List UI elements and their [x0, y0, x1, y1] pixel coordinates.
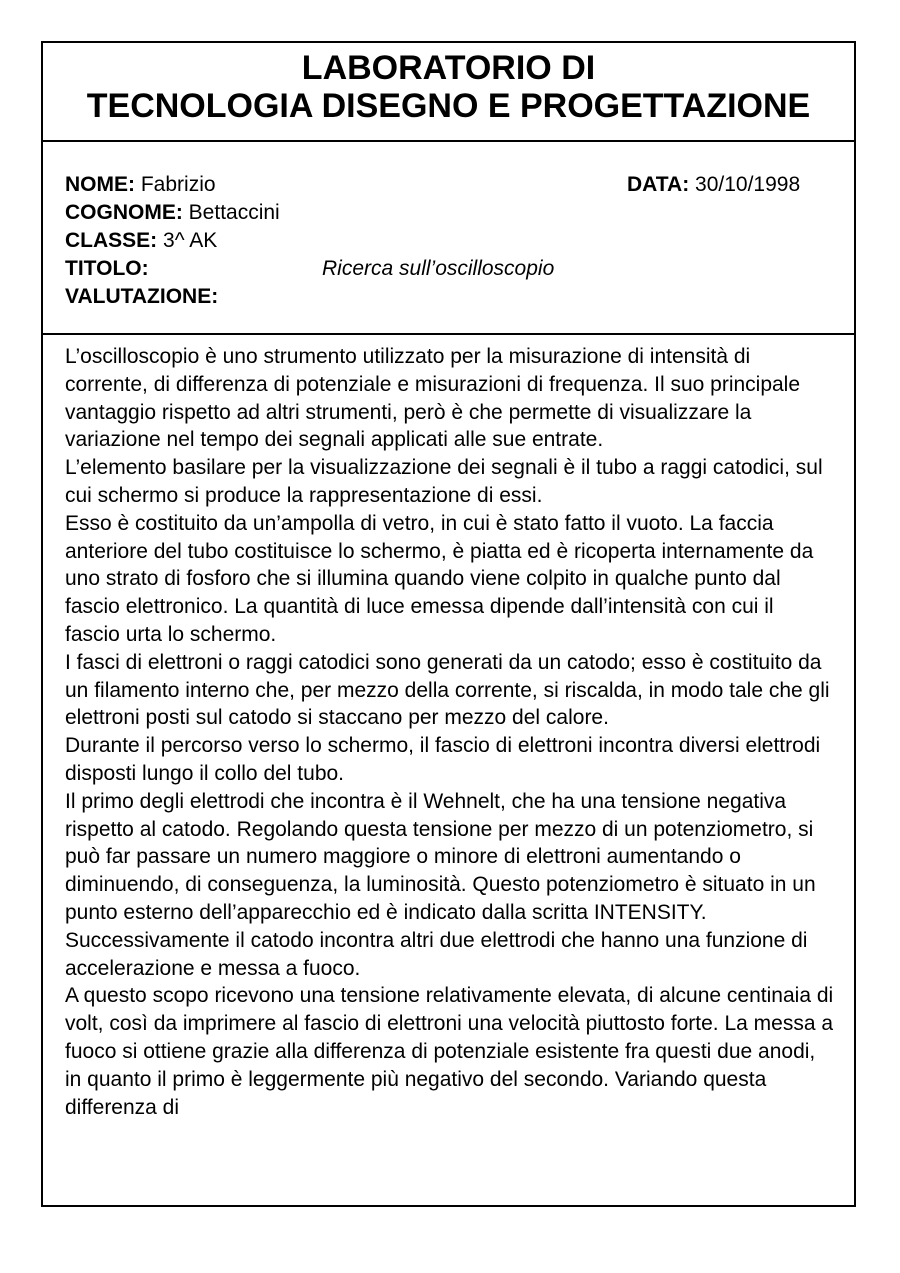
document-header: [43, 43, 854, 142]
valutazione-label: VALUTAZIONE:: [65, 285, 219, 308]
student-info: [43, 142, 854, 335]
cognome-row: [65, 200, 280, 226]
title-line-1: LABORATORIO DI: [301, 49, 596, 87]
nome-value: Fabrizio: [140, 173, 216, 196]
paragraph: Durante il percorso verso lo schermo, il fascio di elettroni incontra diversi elettrodi disposti lungo il collo del tubo.: [65, 734, 821, 785]
cognome-label: COGNOME:: [65, 201, 183, 224]
paragraph: Esso è costituito da un’ampolla di vetro, in cui è stato fatto il vuoto. La faccia anteriore del tubo costituisce lo schermo, è piatta ed è ricoperta internamente da uno strato di fosforo che si illumina quando viene colpito in qualche punto dal fascio elettronico. La quantità di luce emessa dipende dall’intensità con cui il fascio urta lo schermo.: [65, 511, 814, 646]
titolo-value: Ricerca sull’oscilloscopio: [322, 257, 555, 280]
titolo-label: TITOLO:: [65, 257, 149, 280]
paragraph: A questo scopo ricevono una tensione relativamente elevata, di alcune centinaia di volt, così da imprimere al fascio di elettroni una velocità piuttosto forte. La messa a fuoco si ottiene grazie alla differenza di potenziale esistente fra questi due anodi, in quanto il primo è leggermente più negativo del secondo. Variando questa differenza di: [65, 984, 834, 1119]
classe-label: CLASSE:: [65, 229, 158, 252]
data-row: [627, 172, 800, 198]
paragraph: L’elemento basilare per la visualizzazione dei segnali è il tubo a raggi catodici, sul cui schermo si produce la rappresentazione di essi.: [65, 456, 823, 507]
data-label: DATA:: [627, 173, 690, 196]
paragraph: I fasci di elettroni o raggi catodici sono generati da un catodo; esso è costituito da un filamento interno che, per mezzo della corrente, si riscalda, in modo tale che gli elettroni posti sul catodo si staccano per mezzo del calore.: [65, 650, 830, 730]
paragraph: Successivamente il catodo incontra altri due elettrodi che hanno una funzione di accelerazione e messa a fuoco.: [65, 928, 808, 980]
nome-row: [65, 172, 216, 198]
document-body: [43, 335, 854, 1121]
data-value: 30/10/1998: [695, 173, 801, 196]
valutazione-row: [65, 284, 218, 310]
paragraph: L’oscilloscopio è uno strumento utilizzato per la misurazione di intensità di corrente, di differenza di potenziale e misurazioni di frequenza. Il suo principale vantaggio rispetto ad altri strumenti, però è che permette di visualizzare la variazione nel tempo dei segnali applicati alle sue entrate.: [65, 345, 801, 452]
classe-value: 3^ AK: [163, 229, 218, 252]
nome-label: NOME:: [65, 173, 135, 196]
title-line-2: TECNOLOGIA DISEGNO E PROGETTAZIONE: [86, 87, 811, 125]
document-frame: [41, 41, 856, 1207]
classe-row: [65, 228, 217, 254]
cognome-value: Bettaccini: [188, 201, 280, 224]
paragraph: Il primo degli elettrodi che incontra è il Wehnelt, che ha una tensione negativa rispetto al catodo. Regolando questa tensione per mezzo di un potenziometro, si può far passare un numero maggiore o minore di elettroni aumentando o diminuendo, di conseguenza, la luminosità. Questo potenziometro è situato in un punto esterno dell’apparecchio ed è indicato dalla scritta INTENSITY.: [65, 789, 816, 924]
titolo-row: [65, 256, 149, 282]
